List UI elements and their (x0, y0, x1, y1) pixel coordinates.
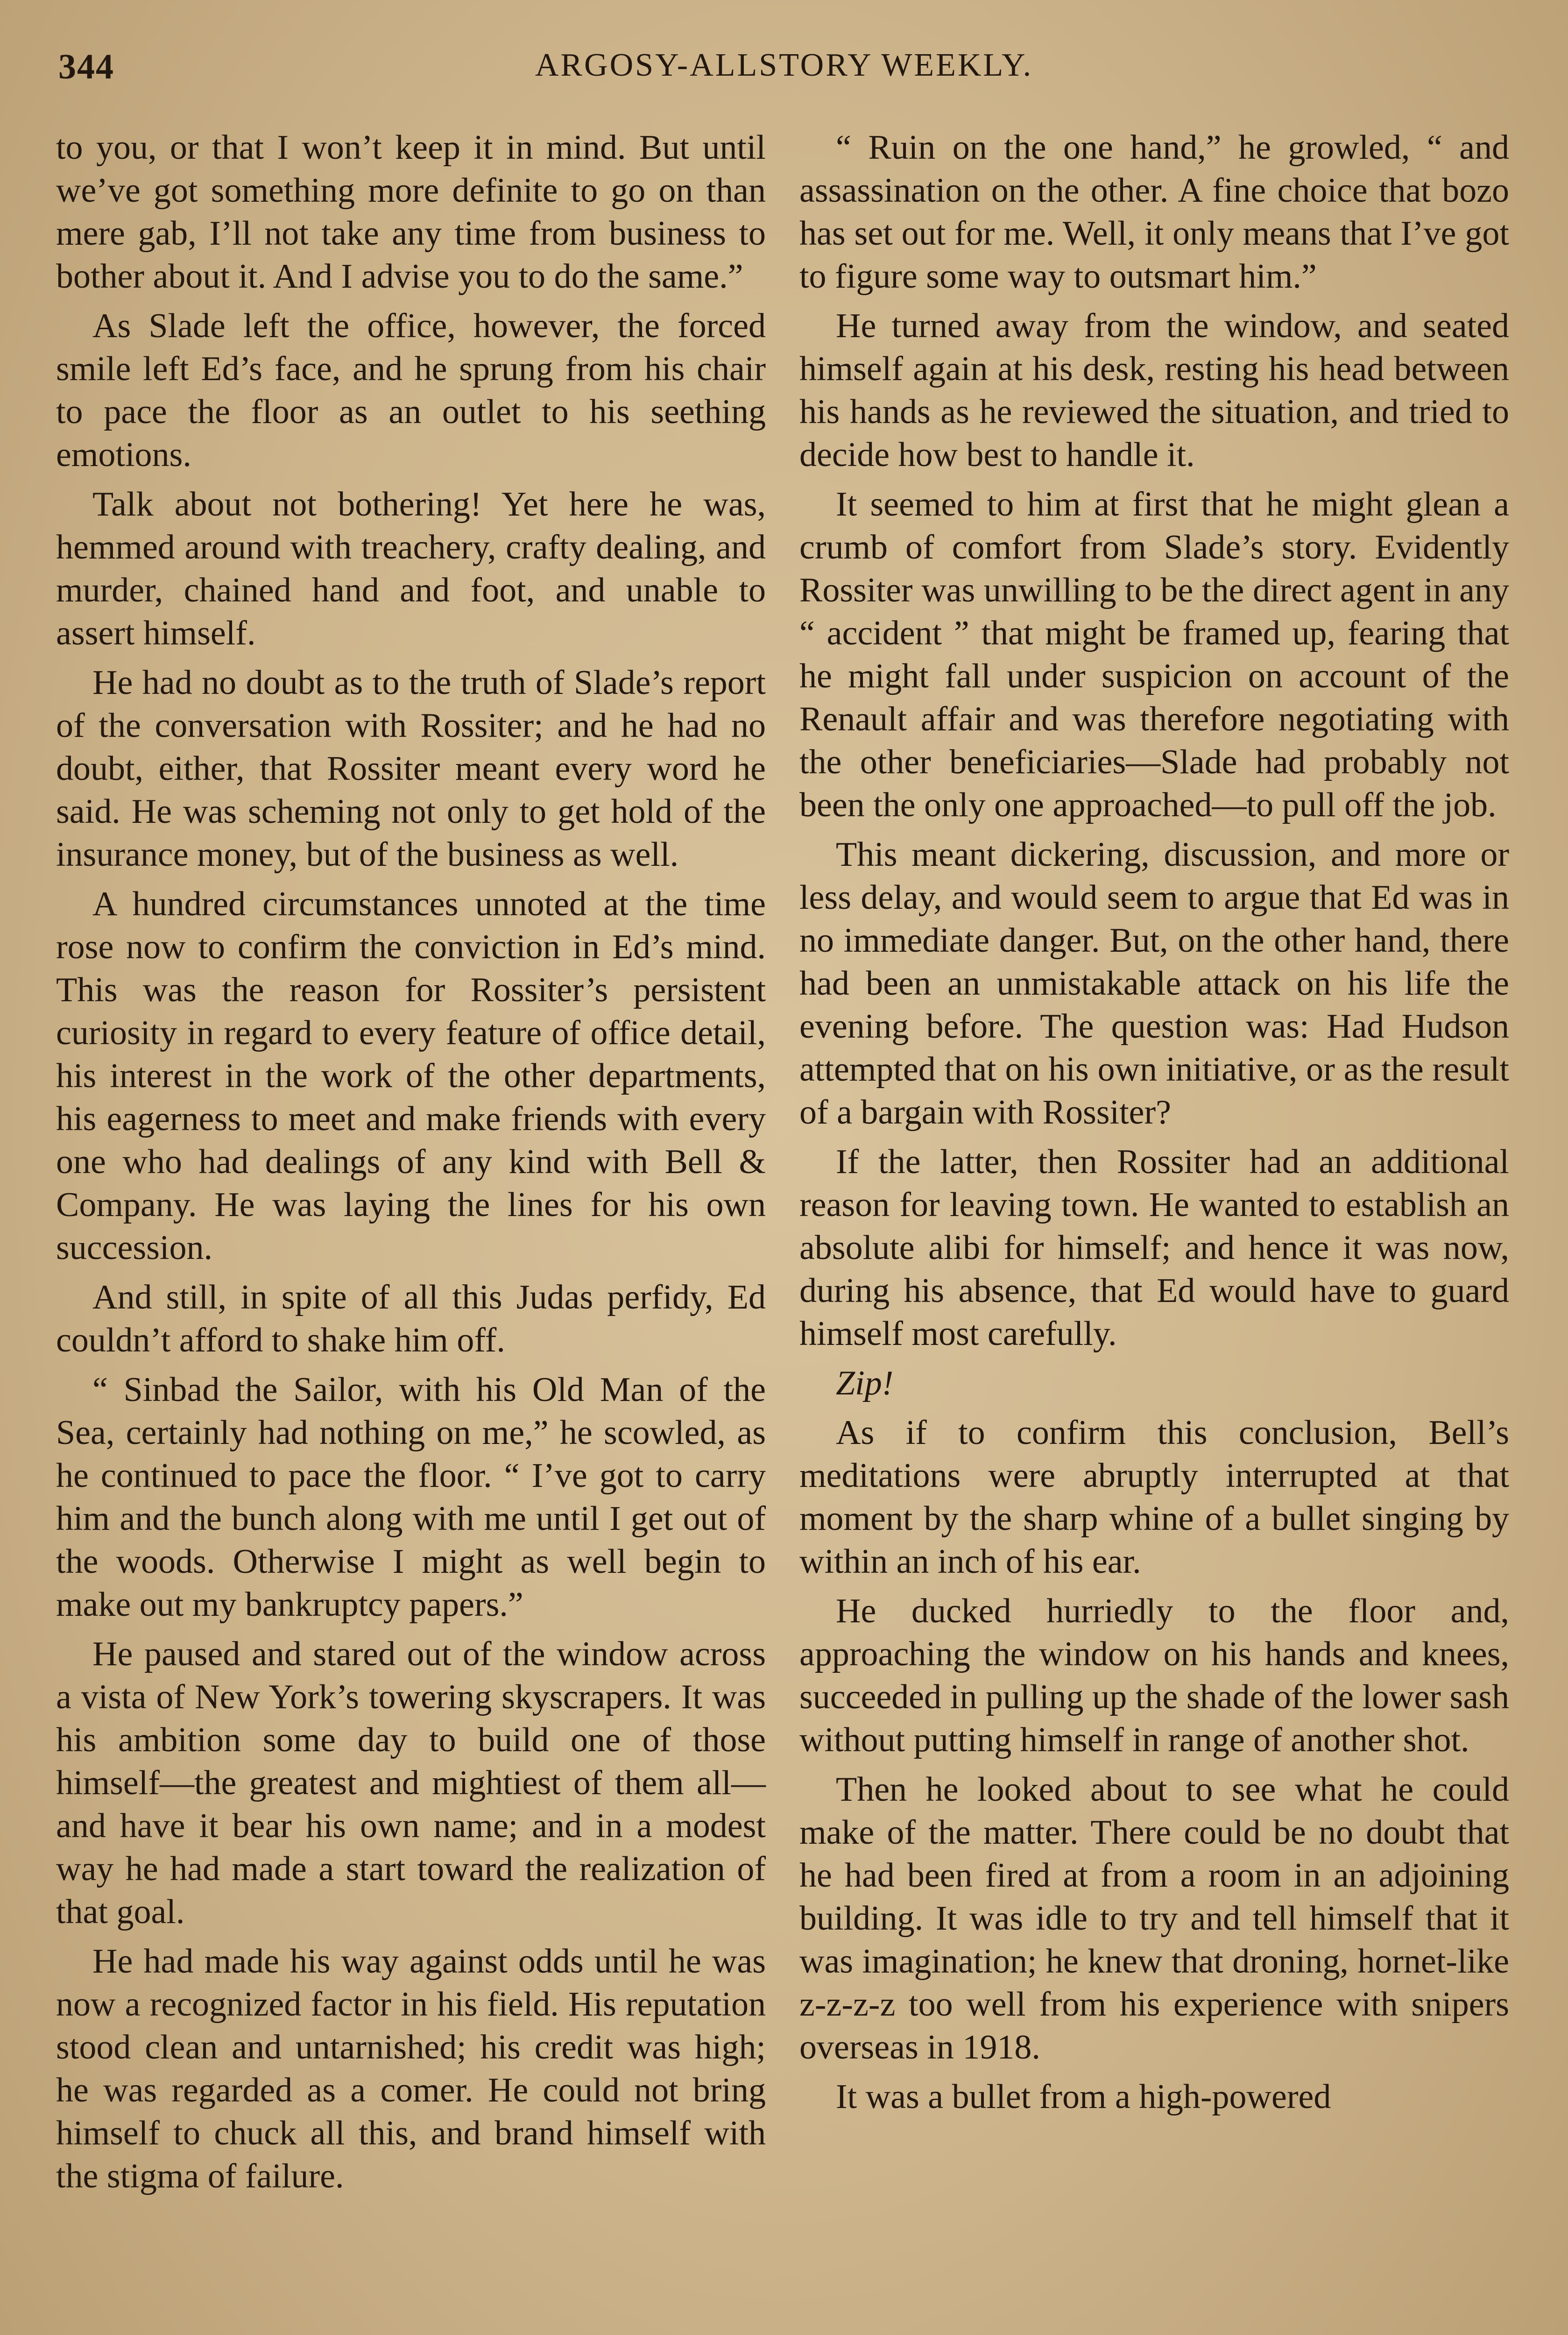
paragraph: “ Sinbad the Sailor, with his Old Man of the Sea, certainly had nothing on me,” he scowled, as he continued to pace the floor. “ I’ve got to carry him and the bunch along with me until I get out of the woods. Otherwise I might as well begin to make out my bankruptcy papers.” (56, 1371, 766, 1624)
paragraph: A hundred circumstances unnoted at the time rose now to confirm the conviction in Ed’s mind. This was the reason for Rossiter’s persistent curiosity in regard to every feature of office detail, his interest in the work of the other departments, his eagerness to meet and make friends with every one who had dealings of any kind with Bell & Company. He was laying the lines for his own succession. (56, 885, 766, 1267)
paragraph: He had no doubt as to the truth of Slade’s report of the conversation with Rossiter; and he had no doubt, either, that Rossiter meant every word he said. He was scheming not only to get hold of the insurance money, but of the business as well. (56, 664, 766, 874)
left-column (56, 126, 766, 2204)
paragraph: It was a bullet from a high-powered (836, 2078, 1331, 2116)
page-number: 344 (58, 47, 114, 86)
paragraph: And still, in spite of all this Judas perfidy, Ed couldn’t afford to shake him off. (56, 1278, 766, 1359)
page-header (58, 47, 1510, 103)
paragraph: He turned away from the window, and seated himself again at his desk, resting his head between his hands as he reviewed the situation, and tried to decide how best to handle it. (799, 307, 1509, 474)
paragraph: He ducked hurriedly to the floor and, approaching the window on his hands and knees, succeeded in pulling up the shade of the lower sash without putting himself in range of another shot. (799, 1592, 1509, 1759)
paragraph: This meant dickering, discussion, and more or less delay, and would seem to argue that Ed was in no immediate danger. But, on the other hand, there had been an unmistakable attack on his life the evening before. The question was: Had Hudson attempted that on his own initiative, or as the result of a bargain with Rossiter? (799, 835, 1509, 1132)
paragraph: to you, or that I won’t keep it in mind. But until we’ve got something more definite to go on than mere gab, I’ll not take any time from business to bother about it. And I advise you to do the same.” (56, 128, 766, 296)
paragraph: As if to confirm this conclusion, Bell’s meditations were abruptly interrupted at that moment by the sharp whine of a bullet singing by within an inch of his ear. (799, 1414, 1509, 1581)
paragraph: “ Ruin on the one hand,” he growled, “ and assassination on the other. A fine choice that bozo has set out for me. Well, it only means that I’ve got to figure some way to outsmart him.” (799, 128, 1509, 296)
paragraph: As Slade left the office, however, the forced smile left Ed’s face, and he sprung from his chair to pace the floor as an outlet to his seething emotions. (56, 307, 766, 474)
paragraph: Then he looked about to see what he could make of the matter. There could be no doubt that he had been fired at from a room in an adjoining building. It was idle to try and tell himself that it was imagination; he knew that droning, hornet-like z-z-z-z too well from his experience with snipers overseas in 1918. (799, 1770, 1509, 2066)
right-column (799, 126, 1509, 2125)
paragraph: It seemed to him at first that he might glean a crumb of comfort from Slade’s story. Evidently Rossiter was unwilling to be the direct agent in any “ accident ” that might be framed up, fearing that he might fall under suspicion on account of the Renault affair and was therefore negotiating with the other beneficiaries—Slade had probably not been the only one approached—to pull off the job. (799, 485, 1509, 824)
paragraph-zip: Zip! (836, 1364, 894, 1402)
paragraph: He paused and stared out of the window across a vista of New York’s towering skyscrapers. It was his ambition some day to build one of those himself—the greatest and mightiest of them all—and have it bear his own name; and in a modest way he had made a start toward the realization of that goal. (56, 1635, 766, 1931)
paragraph: Talk about not bothering! Yet here he was, hemmed around with treachery, crafty dealing, and murder, chained hand and foot, and unable to assert himself. (56, 485, 766, 652)
paragraph: If the latter, then Rossiter had an additional reason for leaving town. He wanted to establish an absolute alibi for himself; and hence it was now, during his absence, that Ed would have to guard himself most carefully. (799, 1143, 1509, 1353)
paragraph: He had made his way against odds until he was now a recognized factor in his field. His reputation stood clean and untarnished; his credit was high; he was regarded as a comer. He could not bring himself to chuck all this, and brand himself with the stigma of failure. (56, 1942, 766, 2195)
running-head: ARGOSY-ALLSTORY WEEKLY. (535, 47, 1033, 83)
